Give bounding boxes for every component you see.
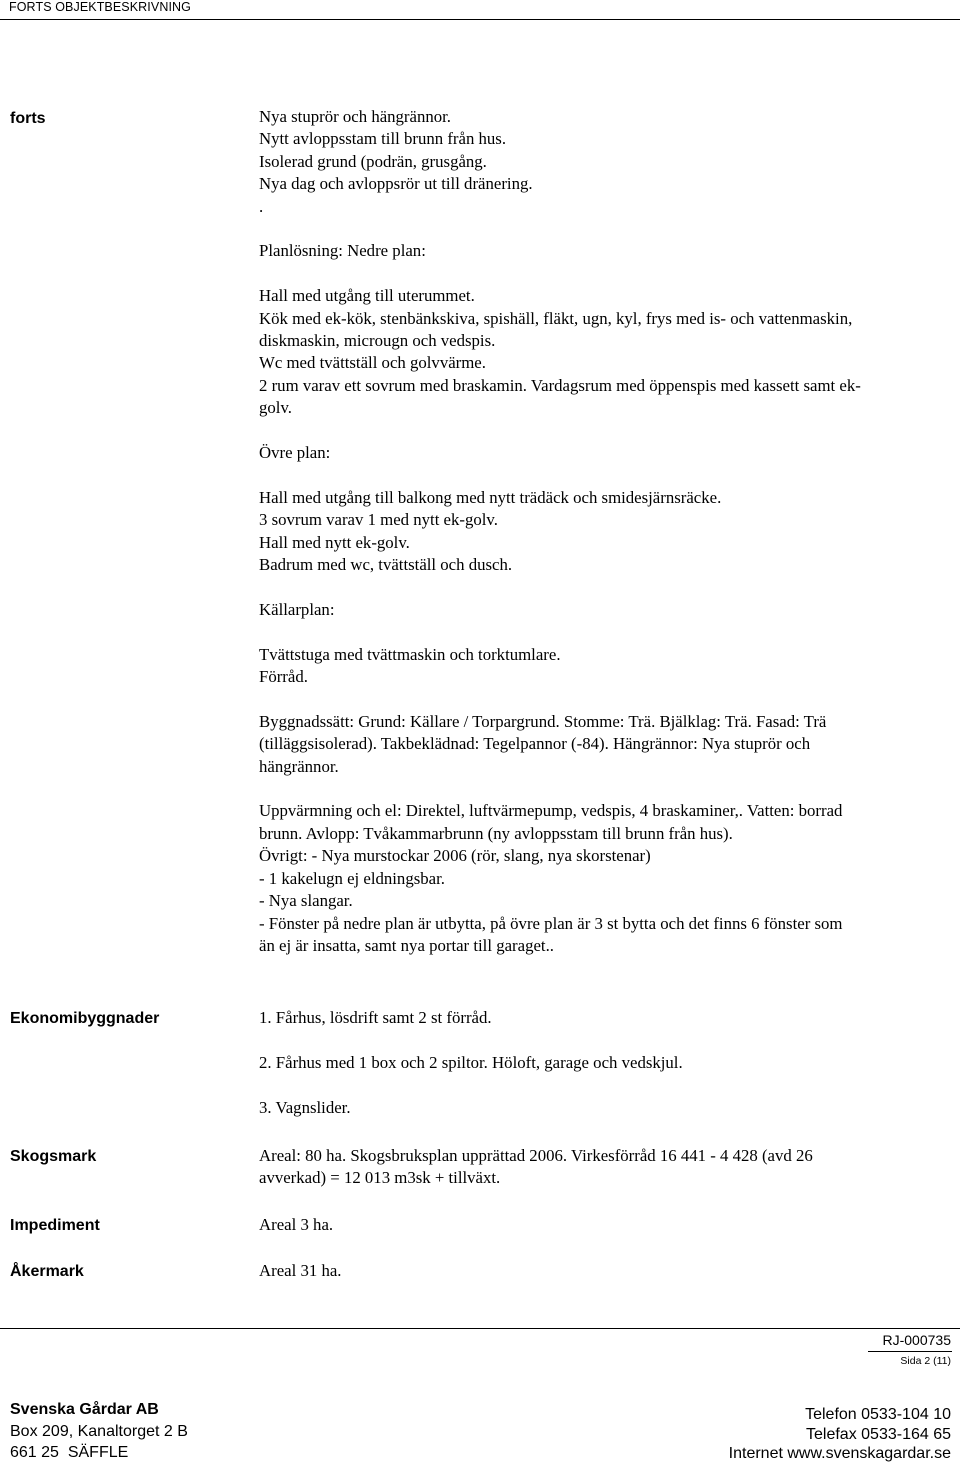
text-line: än ej är insatta, samt nya portar till garaget.. (259, 935, 554, 955)
text-line: Övrigt: - Nya murstockar 2006 (rör, slang, nya skorstenar) (259, 846, 651, 866)
section-label-ekonomibyggnader: Ekonomibyggnader (10, 1010, 160, 1027)
impediment-text: Areal 3 ha. (259, 1215, 334, 1234)
ekonomi-item: 1. Fårhus, lösdrift samt 2 st förråd. (259, 1008, 492, 1027)
planlosning-heading: Planlösning: Nedre plan: (259, 241, 426, 261)
akermark-text: Areal 31 ha. (259, 1261, 342, 1280)
text-line: Hall med nytt ek-golv. (259, 532, 410, 552)
text-line: golv. (259, 398, 292, 418)
company-name: Svenska Gårdar AB (10, 1401, 159, 1418)
text-line: - 1 kakelugn ej eldningsbar. (259, 868, 445, 888)
text-line: Nya dag och avloppsrör ut till dränering. (259, 174, 533, 194)
text-line: diskmaskin, microugn och vedspis. (259, 331, 496, 351)
fax-number: Telefax 0533-164 65 (806, 1425, 951, 1443)
company-address (10, 1399, 188, 1464)
text-line: Areal: 80 ha. Skogsbruksplan upprättad 2006. Virkesförråd 16 441 - 4 428 (avd 26 (259, 1146, 813, 1165)
section-label-skogsmark: Skogsmark (10, 1148, 97, 1165)
forts-body (259, 106, 949, 957)
text-line: - Nya slangar. (259, 891, 353, 911)
company-contact (729, 1405, 951, 1464)
footer-divider (0, 1328, 960, 1329)
text-line: - Fönster på nedre plan är utbytta, på övre plan är 3 st bytta och det finns 6 fönster som (259, 913, 843, 933)
text-line: Uppvärmning och el: Direktel, luftvärmepump, vedspis, 4 braskaminer,. Vatten: borrad (259, 801, 843, 821)
document-title: FORTS OBJEKTBESKRIVNING (9, 0, 191, 14)
section-label-akermark: Åkermark (10, 1263, 84, 1280)
text-line: avverkad) = 12 013 m3sk + tillväxt. (259, 1168, 501, 1188)
text-line: Byggnadssätt: Grund: Källare / Torpargrund. Stomme: Trä. Bjälklag: Trä. Fasad: Trä (259, 711, 827, 731)
ovre-plan-heading: Övre plan: (259, 443, 331, 463)
company-postal-line: 661 25 SÄFFLE (10, 1444, 129, 1461)
section-label-forts: forts (10, 110, 46, 127)
company-address-line: Box 209, Kanaltorget 2 B (10, 1422, 188, 1440)
text-line: (tilläggsisolerad). Takbeklädnad: Tegelpannor (-84). Hängrännor: Nya stuprör och (259, 734, 811, 754)
ekonomi-item: 3. Vagnslider. (259, 1098, 351, 1117)
page-number: Sida 2 (11) (900, 1355, 951, 1367)
section-label-impediment: Impediment (10, 1217, 100, 1234)
ekonomi-item: 2. Fårhus med 1 box och 2 spiltor. Höloft, garage och vedskjul. (259, 1053, 683, 1072)
text-line: 3 sovrum varav 1 med nytt ek-golv. (259, 510, 498, 530)
text-line: 2 rum varav ett sovrum med braskamin. Vardagsrum med öppenspis med kassett samt ek- (259, 375, 861, 395)
text-line: Hall med utgång till uterummet. (259, 286, 475, 306)
text-line: Isolerad grund (podrän, grusgång. (259, 151, 487, 171)
text-line: Hall med utgång till balkong med nytt trädäck och smidesjärnsräcke. (259, 487, 722, 507)
kallarplan-heading: Källarplan: (259, 599, 335, 619)
text-line: Tvättstuga med tvättmaskin och torktumlare. (259, 644, 561, 664)
text-line: Nya stuprör och hängrännor. (259, 107, 452, 126)
text-line: Kök med ek-kök, stenbänkskiva, spishäll, fläkt, ugn, kyl, frys med is- och vattenmaskin, (259, 308, 853, 328)
text-line: Badrum med wc, tvättställ och dusch. (259, 555, 513, 575)
text-line: Förråd. (259, 667, 308, 687)
text-line: Nytt avloppsstam till brunn från hus. (259, 129, 507, 149)
phone-number: Telefon 0533-104 10 (805, 1406, 951, 1423)
text-line: . (259, 196, 264, 216)
header-divider (0, 19, 960, 20)
document-reference: RJ-000735 (882, 1332, 951, 1348)
text-line: hängrännor. (259, 756, 339, 776)
website-link: Internet www.svenskagardar.se (728, 1445, 951, 1462)
text-line: Wc med tvättställ och golvvärme. (259, 353, 486, 373)
skogsmark-body (259, 1145, 949, 1190)
text-line: brunn. Avlopp: Tvåkammarbrunn (ny avloppsstam till brunn från hus). (259, 823, 733, 843)
page-number-divider (868, 1351, 952, 1352)
